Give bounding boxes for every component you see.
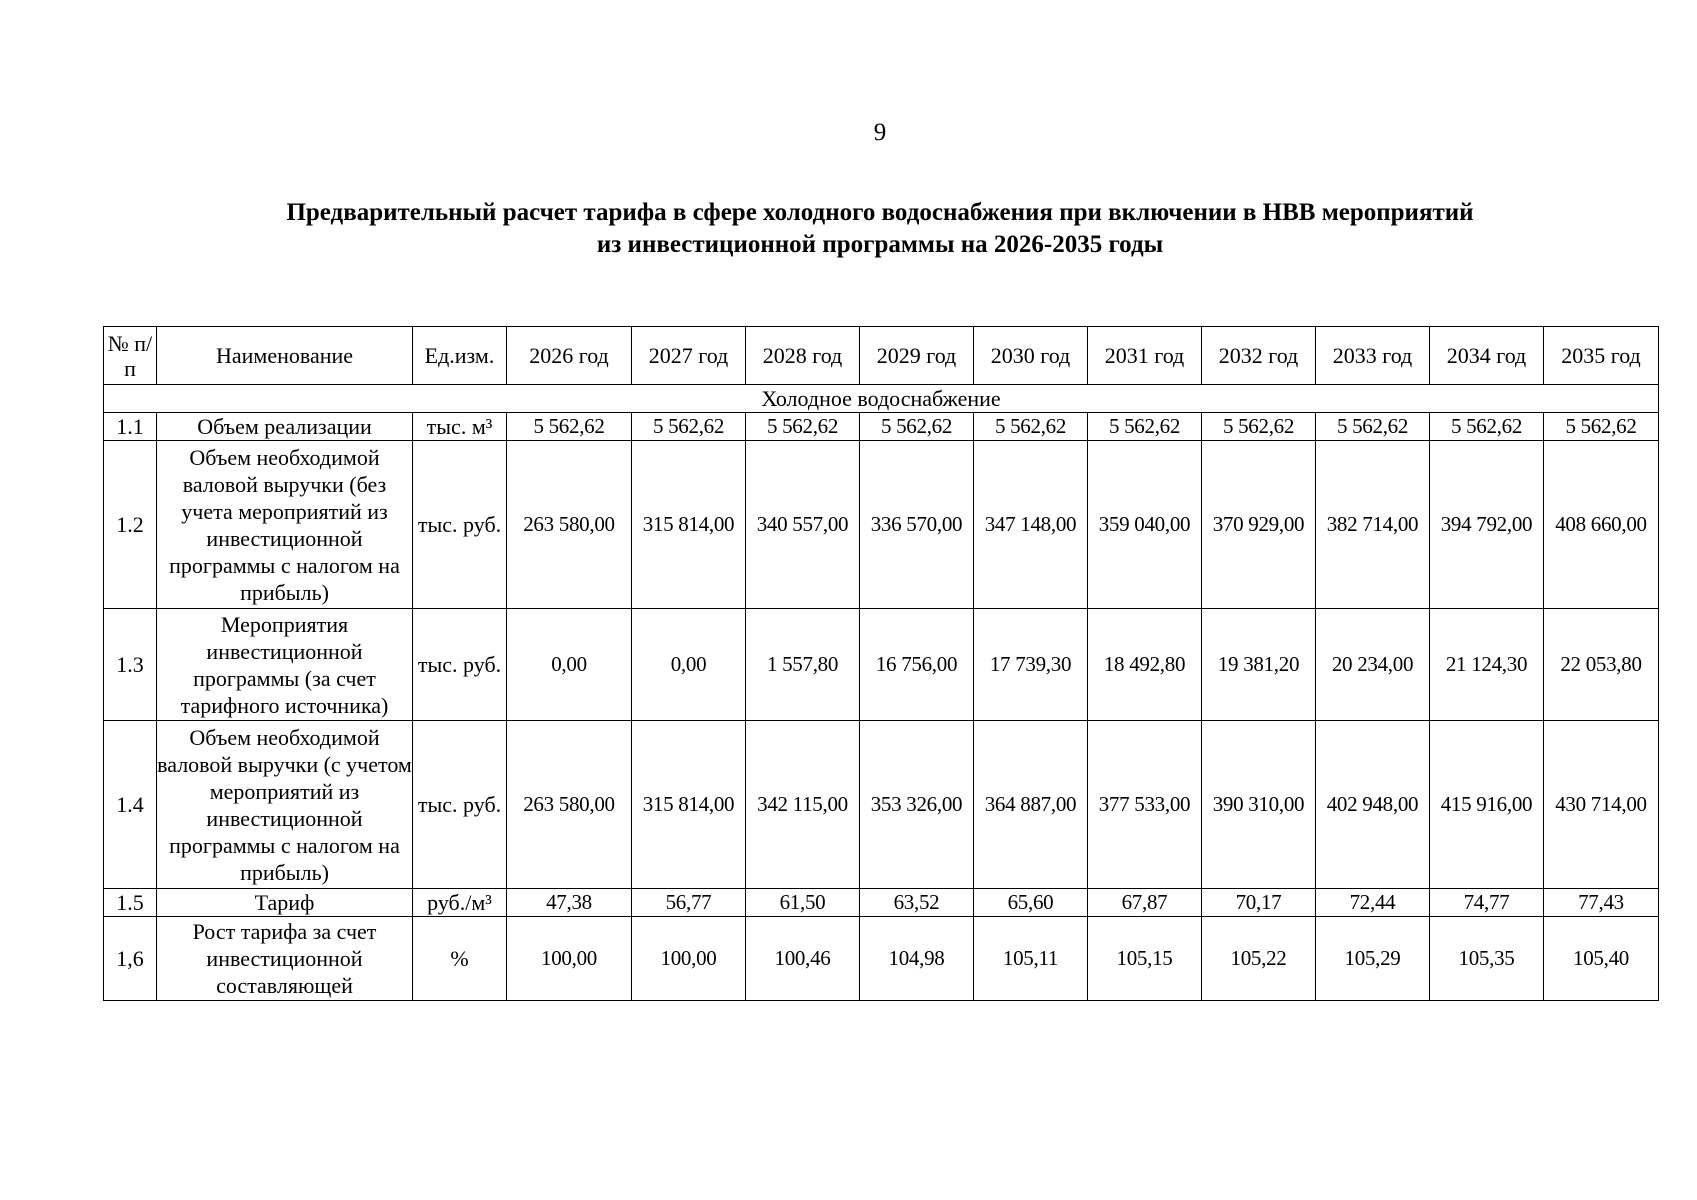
header-row (104, 327, 1659, 385)
row-value: 100,00 (632, 917, 746, 1001)
row-value: 105,29 (1316, 917, 1430, 1001)
row-name: Объем реализации (157, 413, 413, 441)
row-value: 5 562,62 (507, 413, 632, 441)
row-name: Мероприятия инвестиционной программы (за счет тарифного источника) (157, 609, 413, 721)
row-value: 56,77 (632, 889, 746, 917)
row-value: 19 381,20 (1202, 609, 1316, 721)
row-num: 1.5 (104, 889, 157, 917)
header-year: 2033 год (1316, 327, 1430, 385)
row-num: 1.3 (104, 609, 157, 721)
row-unit: тыс. руб. (413, 721, 507, 889)
row-value: 105,11 (974, 917, 1088, 1001)
row-value: 359 040,00 (1088, 441, 1202, 609)
row-value: 65,60 (974, 889, 1088, 917)
row-value: 17 739,30 (974, 609, 1088, 721)
row-num: 1.2 (104, 441, 157, 609)
header-year: 2027 год (632, 327, 746, 385)
row-unit: тыс. руб. (413, 609, 507, 721)
table-row (104, 917, 1659, 1001)
header-num: № п/п (104, 327, 157, 385)
row-value: 5 562,62 (860, 413, 974, 441)
row-value: 16 756,00 (860, 609, 974, 721)
row-value: 1 557,80 (746, 609, 860, 721)
row-value: 5 562,62 (1088, 413, 1202, 441)
table-header (104, 327, 1659, 385)
row-unit: тыс. руб. (413, 441, 507, 609)
header-unit: Ед.изм. (413, 327, 507, 385)
tariff-table (103, 326, 1659, 1001)
row-value: 394 792,00 (1430, 441, 1544, 609)
row-value: 377 533,00 (1088, 721, 1202, 889)
row-value: 353 326,00 (860, 721, 974, 889)
row-value: 5 562,62 (746, 413, 860, 441)
header-year: 2032 год (1202, 327, 1316, 385)
document-title (0, 197, 1697, 261)
row-name: Объем необходимой валовой выручки (с учетом мероприятий из инвестиционной программы с налогом на прибыль) (157, 721, 413, 889)
header-name: Наименование (157, 327, 413, 385)
row-value: 105,35 (1430, 917, 1544, 1001)
row-value: 402 948,00 (1316, 721, 1430, 889)
row-value: 5 562,62 (1544, 413, 1659, 441)
row-num: 1,6 (104, 917, 157, 1001)
row-value: 105,22 (1202, 917, 1316, 1001)
row-value: 20 234,00 (1316, 609, 1430, 721)
row-name: Объем необходимой валовой выручки (без учета мероприятий из инвестиционной программы с налогом на прибыль) (157, 441, 413, 609)
row-value: 74,77 (1430, 889, 1544, 917)
header-year: 2026 год (507, 327, 632, 385)
row-value: 415 916,00 (1430, 721, 1544, 889)
row-value: 0,00 (507, 609, 632, 721)
row-value: 100,00 (507, 917, 632, 1001)
header-year: 2031 год (1088, 327, 1202, 385)
row-value: 315 814,00 (632, 441, 746, 609)
row-num: 1.4 (104, 721, 157, 889)
row-value: 105,15 (1088, 917, 1202, 1001)
row-value: 390 310,00 (1202, 721, 1316, 889)
row-value: 364 887,00 (974, 721, 1088, 889)
header-year: 2035 год (1544, 327, 1659, 385)
row-value: 104,98 (860, 917, 974, 1001)
row-unit: тыс. м³ (413, 413, 507, 441)
row-value: 77,43 (1544, 889, 1659, 917)
row-value: 63,52 (860, 889, 974, 917)
header-year: 2030 год (974, 327, 1088, 385)
row-value: 5 562,62 (1430, 413, 1544, 441)
row-value: 105,40 (1544, 917, 1659, 1001)
row-value: 408 660,00 (1544, 441, 1659, 609)
row-value: 263 580,00 (507, 721, 632, 889)
row-value: 5 562,62 (1316, 413, 1430, 441)
row-value: 342 115,00 (746, 721, 860, 889)
table-row (104, 889, 1659, 917)
row-unit: руб./м³ (413, 889, 507, 917)
row-value: 72,44 (1316, 889, 1430, 917)
section-title: Холодное водоснабжение (104, 385, 1659, 413)
header-year: 2029 год (860, 327, 974, 385)
table-row (104, 721, 1659, 889)
table-row (104, 413, 1659, 441)
row-value: 100,46 (746, 917, 860, 1001)
row-value: 0,00 (632, 609, 746, 721)
row-value: 5 562,62 (632, 413, 746, 441)
row-value: 370 929,00 (1202, 441, 1316, 609)
row-value: 336 570,00 (860, 441, 974, 609)
title-line-2: из инвестиционной программы на 2026-2035 годы (596, 231, 1164, 258)
row-value: 5 562,62 (1202, 413, 1316, 441)
page-number: 9 (873, 119, 887, 146)
row-value: 263 580,00 (507, 441, 632, 609)
row-value: 21 124,30 (1430, 609, 1544, 721)
row-value: 70,17 (1202, 889, 1316, 917)
section-row (104, 385, 1659, 413)
row-value: 382 714,00 (1316, 441, 1430, 609)
header-year: 2028 год (746, 327, 860, 385)
table-row (104, 609, 1659, 721)
row-value: 18 492,80 (1088, 609, 1202, 721)
header-year: 2034 год (1430, 327, 1544, 385)
title-line-1: Предварительный расчет тарифа в сфере холодного водоснабжения при включении в НВВ мероприятий (286, 199, 1474, 226)
row-value: 61,50 (746, 889, 860, 917)
row-value: 22 053,80 (1544, 609, 1659, 721)
row-unit: % (413, 917, 507, 1001)
row-value: 315 814,00 (632, 721, 746, 889)
table-row (104, 441, 1659, 609)
row-name: Рост тарифа за счет инвестиционной составляющей (157, 917, 413, 1001)
row-value: 340 557,00 (746, 441, 860, 609)
row-value: 47,38 (507, 889, 632, 917)
row-value: 430 714,00 (1544, 721, 1659, 889)
row-value: 347 148,00 (974, 441, 1088, 609)
row-num: 1.1 (104, 413, 157, 441)
row-value: 5 562,62 (974, 413, 1088, 441)
row-value: 67,87 (1088, 889, 1202, 917)
row-name: Тариф (157, 889, 413, 917)
